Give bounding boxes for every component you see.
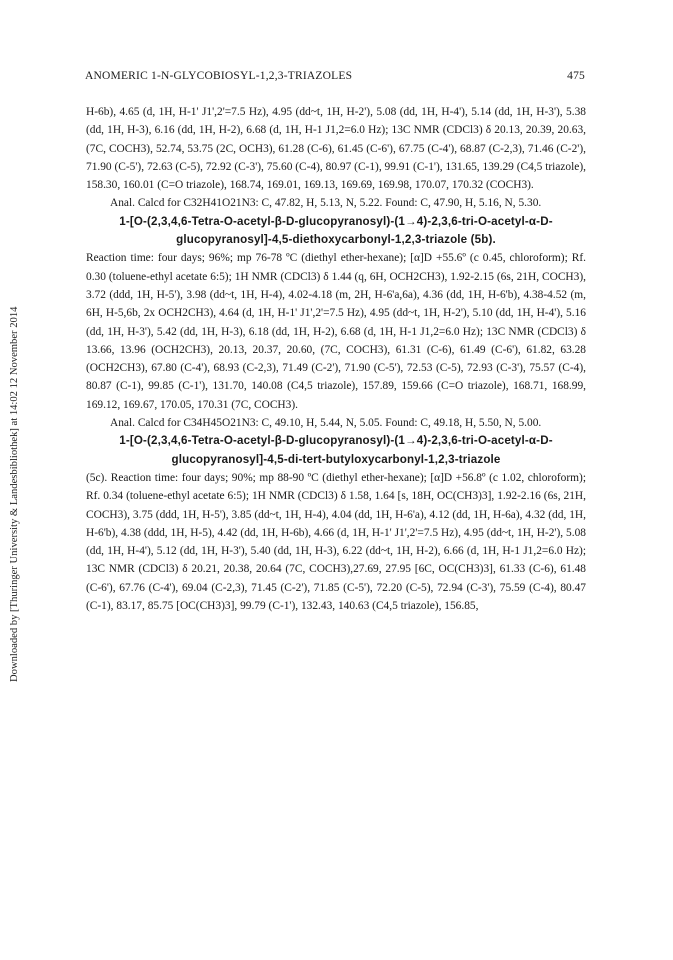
running-header xyxy=(85,70,585,86)
paragraph-5b-data: Reaction time: four days; 96%; mp 76-78 ºC (diethyl ether-hexane); [α]D +55.6º (c 0.45, chloroform); Rf. 0.30 (toluene-ethyl acetate 6:5); 1H NMR (CDCl3) δ 1.44 (q, 6H, OCH2CH3), 1.92-2.15 (6s, 21H, COCH3), 3.72 (ddd, 1H, H-5'), 3.98 (dd~t, 1H, H-4), 4.02-4.18 (m, 2H, H-6'a,6a), 4.36 (dd, 1H, H-6'b), 4.38-4.52 (m, 6H, H-5,6b, 2x OCH2CH3), 4.64 (d, 1H, H-1' J1',2'=7.5 Hz), 4.95 (dd~t, 1H, H-2'), 5.10 (dd, 1H, H-4'), 5.16 (dd, 1H, H-3'), 5.42 (dd, 1H, H-3), 6.18 (dd, 1H, H-2), 6.68 (d, 1H, H-1 J1,2=6.0 Hz); 13C NMR (CDCl3) δ 13.66, 13.96 (OCH2CH3), 20.13, 20.37, 20.60, (7C, COCH3), 61.31 (C-6), 61.49 (C-6'), 61.82, 63.28 (OCH2CH3), 67.80 (C-4'), 68.93 (C-2,3), 71.49 (C-2'), 71.90 (C-5'), 72.53 (C-5), 72.93 (C-3'), 75.57 (C-4), 80.87 (C-1), 99.85 (C-1'), 131.70, 140.08 (C4,5 triazole), 157.89, 159.66 (C=O triazole), 168.71, 168.99, 169.12, 169.67, 170.05, 170.31 (7C, COCH3). xyxy=(86,252,586,411)
paragraph-5a-nmr-continued: H-6b), 4.65 (d, 1H, H-1' J1',2'=7.5 Hz), 4.95 (dd~t, 1H, H-2'), 5.08 (dd, 1H, H-4'), 5.14 (dd, 1H, H-3'), 5.38 (dd, 1H, H-3), 6.16 (dd, 1H, H-2), 6.68 (d, 1H, H-1 J1,2=6.0 Hz); 13C NMR (CDCl3) δ 20.13, 20.39, 20.63, (7C, COCH3), 52.74, 53.75 (2C, OCH3), 61.28 (C-6), 61.45 (C-6'), 67.75 (C-4'), 68.87 (C-2,3), 71.46 (C-2'), 71.90 (C-5'), 72.63 (C-5), 72.92 (C-3'), 75.60 (C-4), 80.97 (C-1), 99.91 (C-1'), 131.65, 139.29 (C4,5 triazole), 158.30, 160.01 (C=O triazole), 168.74, 169.01, 169.13, 169.69, 169.98, 170.07, 170.32 (COCH3). xyxy=(86,106,586,192)
download-watermark: Downloaded by [Thuringer University & Landesbibliothek] at 14:02 12 November 2014 xyxy=(9,306,20,682)
paragraph-5a-analysis: Anal. Calcd for C32H41O21N3: C, 47.82, H, 5.13, N, 5.22. Found: C, 47.90, H, 5.16, N, 5.30. xyxy=(110,197,542,210)
article-body xyxy=(86,103,586,615)
compound-title-5c: 1-[O-(2,3,4,6-Tetra-O-acetyl-β-D-glucopyranosyl)-(1→4)-2,3,6-tri-O-acetyl-α-D-glucopyranosyl]-4,5-di-tert-butyloxycarbonyl-1,2,3-triazole xyxy=(119,434,553,466)
compound-title-5b: 1-[O-(2,3,4,6-Tetra-O-acetyl-β-D-glucopyranosyl)-(1→4)-2,3,6-tri-O-acetyl-α-D-glucopyranosyl]-4,5-diethoxycarbonyl-1,2,3-triazole (5b). xyxy=(119,214,553,247)
page-number: 475 xyxy=(567,70,585,82)
running-title: ANOMERIC 1-N-GLYCOBIOSYL-1,2,3-TRIAZOLES xyxy=(85,70,353,82)
paragraph-5b-analysis: Anal. Calcd for C34H45O21N3: C, 49.10, H, 5.44, N, 5.05. Found: C, 49.18, H, 5.50, N, 5.00. xyxy=(110,417,542,430)
paragraph-5c-data: (5c). Reaction time: four days; 90%; mp 88-90 ºC (diethyl ether-hexane); [α]D +56.8º (c 1.02, chloroform); Rf. 0.34 (toluene-ethyl acetate 6:5); 1H NMR (CDCl3) δ 1.58, 1.64 [s, 18H, OC(CH3)3], 1.92-2.16 (6s, 21H, COCH3), 3.75 (ddd, 1H, H-5'), 3.85 (dd~t, 1H, H-4), 4.04 (dd, 1H, H-6'a), 4.12 (dd, 1H, H-6a), 4.32 (dd, 1H, H-6'b), 4.38 (ddd, 1H, H-5), 4.42 (dd, 1H, H-6b), 4.66 (d, 1H, H-1' J1',2'=7.5 Hz), 4.95 (dd~t, 1H, H-2'), 5.08 (dd, 1H, H-4'), 5.12 (dd, 1H, H-3'), 5.40 (dd, 1H, H-3), 6.22 (dd~t, 1H, H-2), 6.66 (d, 1H, H-1 J1,2=6.0 Hz); 13C NMR (CDCl3) δ 20.21, 20.38, 20.64 (7C, COCH3),27.69, 27.95 [6C, OC(CH3)3], 61.33 (C-6), 61.48 (C-6'), 67.76 (C-4'), 69.04 (C-2,3), 71.45 (C-2'), 71.85 (C-5'), 72.20 (C-5), 72.94 (C-3'), 75.59 (C-4), 80.47 (C-1), 83.17, 85.75 [OC(CH3)3], 99.79 (C-1'), 132.43, 140.63 (C4,5 triazole), 156.85, xyxy=(86,471,586,613)
